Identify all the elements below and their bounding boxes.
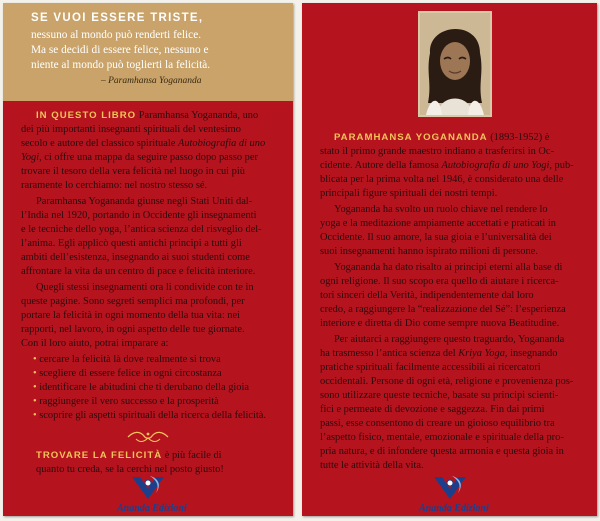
text-run: è più facile di: [164, 450, 222, 461]
text-run: , insegnando: [504, 348, 558, 359]
paragraph-line: pria natura, e di infondere questa armonia e questa gioia in: [320, 446, 564, 457]
text-run: è: [544, 132, 550, 143]
kriya-yoga-term: Kriya Yoga: [458, 348, 505, 359]
bullet-marker: •: [33, 382, 37, 393]
paragraph-line: yoga e la meditazione ampiamente accettati e praticati in: [320, 218, 556, 229]
paragraph-line: raramente lo cerchiamo: nel nostro stesso sé.: [21, 180, 208, 191]
paragraph-line: credo, a raggiungere la “realizzazione del Sé”: l’esperienza: [320, 304, 566, 315]
bullet-text: scegliere di essere felice in ogni circostanza: [39, 368, 222, 379]
book-title: Autobiografia di uno Yogi: [441, 160, 550, 171]
paragraph-line: [334, 131, 549, 145]
text-run: secolo e autore del classico spirituale: [21, 138, 176, 149]
bullet-text: identificare le abitudini che ti derubano della gioia: [39, 382, 250, 393]
publisher-name: Ananda Edizioni: [419, 503, 489, 514]
paragraph-line: blicata per la prima volta nel 1946, è considerato una delle: [320, 174, 564, 185]
paragraph-line: queste pagine. Sono segreti semplici ma profondi, per: [21, 296, 245, 307]
paragraph-line: Yogananda ha svolto un ruolo chiave nel rendere lo: [334, 204, 548, 215]
paragraph-line: trovare il tesoro della vera felicità nel luogo in cui più: [21, 166, 245, 177]
bullet-marker: •: [33, 396, 37, 407]
paragraph-line: tutte le attività della vita.: [320, 460, 424, 471]
paragraph-line: occidentali. Persone di ogni età, religione e provenienza pos-: [320, 376, 574, 387]
paragraph-line: e le tecniche dello yoga, l’antica scienza del risveglio del-: [21, 224, 262, 235]
paragraph-line: rapporti, nel lavoro, in ogni aspetto delle tue giornate.: [21, 324, 245, 335]
paragraph-line: Quegli stessi insegnamenti ora li condivide con te in: [36, 282, 254, 293]
paragraph-line: [320, 159, 574, 173]
paragraph-line: quanto tu creda, se la cerchi nel posto giusto!: [36, 464, 224, 475]
paragraph-line: pratiche spirituali facilmente accessibili ai ricercatori: [320, 362, 541, 373]
paragraph-line: Con il loro aiuto, potrai imparare a:: [21, 338, 169, 349]
book-title: Autobiografia di uno: [177, 138, 266, 149]
paragraph-line: interiore e diretta di Dio come sempre nuova Beatitudine.: [320, 318, 560, 329]
quote-line: Ma se decidi di essere felice, nessuno e: [31, 44, 209, 56]
paragraph-line: passi, esse consentono di creare un gioioso equilibrio tra: [320, 418, 555, 429]
bullet-item: [33, 353, 221, 367]
quote-title: SE VUOI ESSERE TRISTE,: [31, 12, 204, 24]
bullet-marker: •: [33, 410, 37, 421]
ananda-edizioni-logo-icon: [430, 473, 470, 501]
paragraph-line: l’India nel 1920, portando in Occidente gli insegnamenti: [21, 210, 257, 221]
flourish-divider-icon: [126, 430, 170, 444]
paragraph-line: [36, 109, 258, 123]
paragraph-line: Per aiutarci a raggiungere questo traguardo, Yogananda: [334, 334, 565, 345]
paragraph-line: dei più importanti insegnanti spirituali del ventesimo: [21, 124, 241, 135]
paragraph-line: ambiti dell’esistenza, insegnando ai suoi studenti come: [21, 252, 250, 263]
author-portrait-image: [418, 11, 492, 117]
paragraph-line: [21, 151, 258, 165]
paragraph-line: Paramhansa Yogananda giunse negli Stati Uniti dal-: [36, 196, 253, 207]
text-run: Paramhansa Yogananda, uno: [138, 110, 259, 121]
quote-author: – Paramhansa Yogananda: [101, 76, 202, 86]
ananda-edizioni-logo-icon: [128, 473, 168, 501]
heading-trovare-la-felicita: TROVARE LA FELICITÀ: [36, 450, 163, 461]
paragraph-line: tori sinceri della Verità, indipendentemente dal loro: [320, 290, 534, 301]
paragraph-line: fici e permeate di devozione e saggezza. Fin dai primi: [320, 404, 545, 415]
text-run: ha trasmesso l’antica scienza del: [320, 348, 456, 359]
back-cover-right-panel: [302, 3, 597, 516]
book-title: Yogi: [21, 152, 40, 163]
paragraph-line: ogni religione. Il suo scopo era quello di aiutare i ricerca-: [320, 276, 559, 287]
paragraph-line: portare la felicità in ogni momento della tua vita: nei: [21, 310, 240, 321]
paragraph-line: stato il primo grande maestro indiano a trasferirsi in Oc-: [320, 146, 555, 157]
bullet-item: [33, 409, 266, 423]
bullet-item: [33, 381, 249, 395]
paragraph-line: l’aspetto fisico, mentale, emozionale e spirituale della pro-: [320, 432, 564, 443]
paragraph-line: [21, 137, 265, 151]
publisher-name: Ananda Edizioni: [117, 503, 187, 514]
paragraph-line: principali figure spirituali dei nostri tempi.: [320, 188, 498, 199]
bullet-text: scoprire gli aspetti spirituali della ricerca della felicità.: [39, 410, 267, 421]
quote-line: nessuno al mondo può renderti felice.: [31, 29, 202, 41]
bullet-item: [33, 367, 222, 381]
author-name-heading: PARAMHANSA YOGANANDA: [334, 132, 488, 143]
text-run: , ci offre una mappa da seguire passo dopo passo per: [39, 152, 258, 163]
paragraph-line: [36, 449, 222, 463]
bullet-text: cercare la felicità là dove realmente si trova: [39, 354, 221, 365]
text-run: , pub-: [549, 160, 574, 171]
paragraph-line: sono utilizzare queste tecniche, basate su principi scienti-: [320, 390, 559, 401]
bullet-marker: •: [33, 354, 37, 365]
bullet-text: raggiungere il vero successo e la prosperità: [39, 396, 219, 407]
paragraph-line: [320, 347, 557, 361]
paragraph-line: l’anima. Egli applicò questi antichi principi a tutti gli: [21, 238, 242, 249]
quote-line: niente al mondo può toglierti la felicità.: [31, 59, 211, 71]
heading-in-questo-libro: IN QUESTO LIBRO: [36, 110, 137, 121]
back-cover-left-panel: [3, 3, 293, 516]
text-run: cidente. Autore della famosa: [320, 160, 439, 171]
paragraph-line: affrontare la vita da un centro di pace e felicità interiore.: [21, 266, 256, 277]
paragraph-line: Occidente. Il suo amore, la sua gioia e l’universalità dei: [320, 232, 552, 243]
quote-box: [3, 3, 293, 101]
paragraph-line: Yogananda ha dato risalto ai principi eterni alla base di: [334, 262, 563, 273]
bullet-item: [33, 395, 219, 409]
author-years: (1893-1952): [490, 132, 543, 143]
paragraph-line: suoi insegnamenti hanno ispirato milioni di persone.: [320, 246, 538, 257]
bullet-marker: •: [33, 368, 37, 379]
